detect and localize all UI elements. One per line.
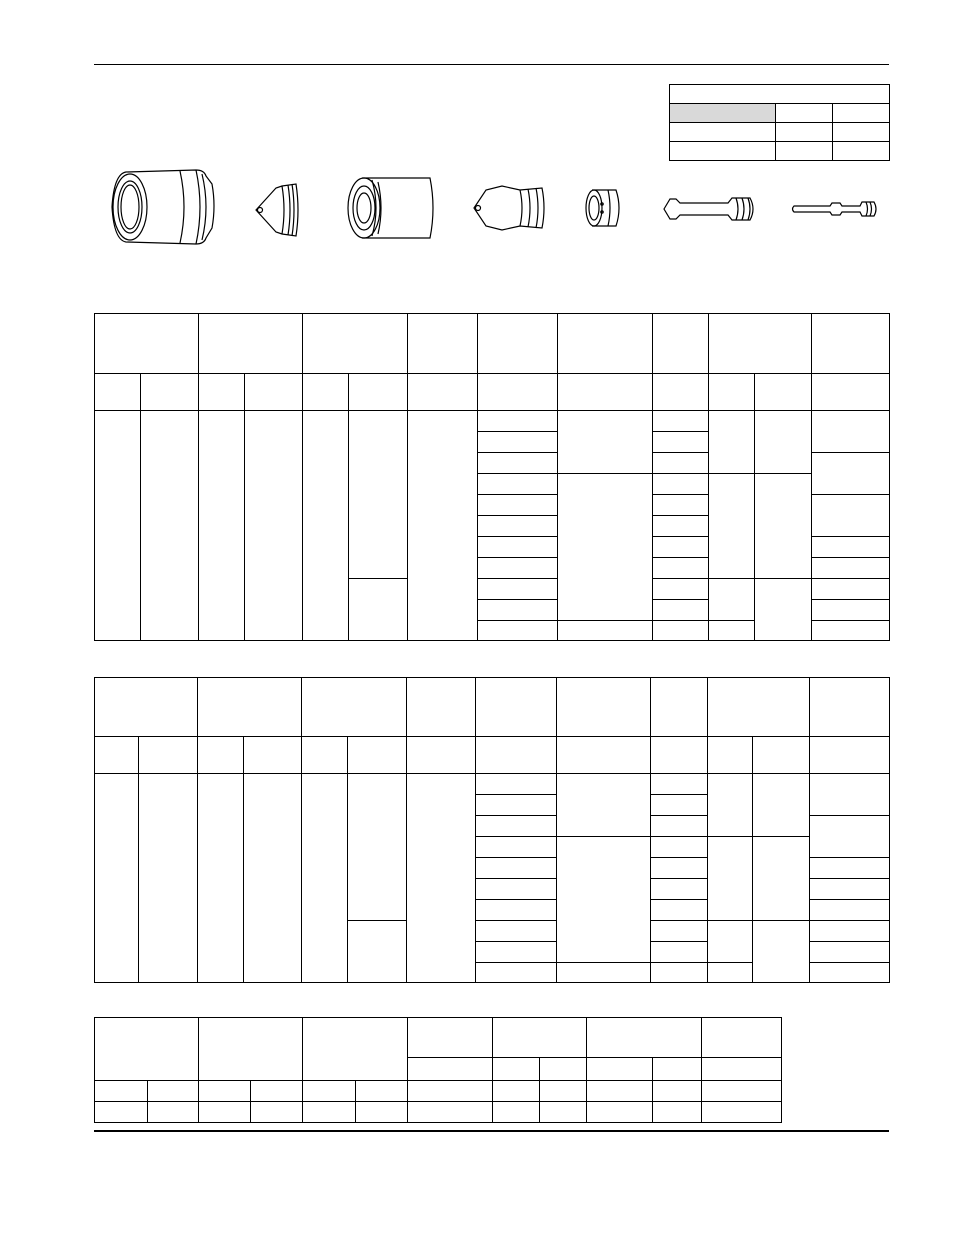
header-cell: [708, 678, 810, 737]
data-cell: [478, 537, 558, 558]
data-cell: [810, 858, 890, 879]
header-cell: [478, 314, 558, 374]
data-cell: [356, 1081, 408, 1102]
subheader-cell: [476, 737, 557, 774]
subheader-cell: [141, 374, 199, 411]
subheader-cell: [810, 737, 890, 774]
data-cell: [810, 879, 890, 900]
data-cell: [303, 1081, 356, 1102]
data-cell: [478, 558, 558, 579]
data-cell: [302, 774, 348, 983]
subheader-cell: [244, 737, 302, 774]
shield-cap-icon: [252, 180, 302, 240]
data-cell: [708, 837, 753, 921]
data-cell: [408, 411, 478, 641]
nozzle-icon: [470, 180, 550, 236]
data-cell: [348, 774, 407, 921]
data-cell: [478, 411, 558, 432]
data-cell: [812, 621, 890, 641]
data-cell: [810, 900, 890, 921]
header-cell: [587, 1018, 702, 1058]
retaining-cap-icon: [342, 174, 438, 242]
data-cell: [653, 516, 709, 537]
data-cell: [653, 1102, 702, 1123]
legend-header-cell: [670, 85, 890, 104]
data-cell: [653, 600, 709, 621]
data-cell: [810, 774, 890, 816]
data-cell: [558, 411, 653, 474]
data-cell: [476, 816, 557, 837]
data-cell: [349, 411, 408, 579]
data-cell: [349, 579, 408, 641]
header-cell: [95, 1018, 199, 1081]
data-cell: [540, 1102, 587, 1123]
data-cell: [651, 858, 708, 879]
data-cell: [812, 495, 890, 537]
data-cell: [755, 474, 812, 579]
data-cell: [653, 432, 709, 453]
data-cell: [653, 537, 709, 558]
footer-rule: [94, 1130, 889, 1132]
data-cell: [478, 621, 558, 641]
data-cell: [651, 816, 708, 837]
subheader-cell: [540, 1058, 587, 1081]
data-cell: [709, 621, 755, 641]
data-cell: [812, 600, 890, 621]
data-cell: [557, 837, 651, 963]
data-cell: [653, 579, 709, 600]
data-cell: [651, 774, 708, 795]
data-cell: [651, 879, 708, 900]
subheader-cell: [653, 374, 709, 411]
subheader-cell: [199, 374, 245, 411]
legend-cell: [776, 123, 833, 142]
subheader-cell: [95, 737, 139, 774]
subheader-cell: [407, 737, 476, 774]
subheader-cell: [653, 1058, 702, 1081]
data-cell: [810, 816, 890, 858]
data-cell: [478, 453, 558, 474]
data-cell: [493, 1102, 540, 1123]
subheader-cell: [349, 374, 408, 411]
data-cell: [198, 774, 244, 983]
data-cell: [303, 1102, 356, 1123]
header-rule: [94, 64, 889, 65]
subheader-cell: [709, 374, 755, 411]
data-cell: [812, 411, 890, 453]
data-cell: [95, 1102, 148, 1123]
consumables-table-3: [94, 1017, 782, 1123]
data-cell: [651, 900, 708, 921]
header-cell: [557, 678, 651, 737]
data-cell: [653, 1081, 702, 1102]
data-cell: [755, 579, 812, 641]
data-cell: [540, 1081, 587, 1102]
data-cell: [708, 963, 753, 983]
data-cell: [476, 900, 557, 921]
data-cell: [587, 1081, 653, 1102]
data-cell: [476, 774, 557, 795]
data-cell: [651, 837, 708, 858]
data-cell: [95, 1081, 148, 1102]
subheader-cell: [702, 1058, 782, 1081]
data-cell: [651, 795, 708, 816]
header-cell: [408, 314, 478, 374]
legend-cell: [776, 142, 833, 161]
header-cell: [95, 314, 199, 374]
data-cell: [95, 411, 141, 641]
legend-cell: [833, 104, 890, 123]
data-cell: [651, 942, 708, 963]
subheader-cell: [302, 737, 348, 774]
subheader-cell: [755, 374, 812, 411]
data-cell: [702, 1081, 782, 1102]
consumables-table-1: [94, 313, 890, 641]
data-cell: [199, 411, 245, 641]
header-cell: [702, 1018, 782, 1058]
header-cell: [558, 314, 653, 374]
subheader-cell: [478, 374, 558, 411]
data-cell: [348, 921, 407, 983]
header-cell: [653, 314, 709, 374]
header-cell: [408, 1018, 493, 1058]
data-cell: [753, 837, 810, 921]
data-cell: [810, 963, 890, 983]
data-cell: [653, 558, 709, 579]
legend-cell: [670, 123, 776, 142]
data-cell: [812, 453, 890, 495]
legend-table: [669, 84, 890, 161]
data-cell: [587, 1102, 653, 1123]
subheader-cell: [408, 374, 478, 411]
data-cell: [476, 921, 557, 942]
subheader-cell: [708, 737, 753, 774]
data-cell: [753, 774, 810, 837]
consumables-table-2: [94, 677, 890, 983]
subheader-cell: [753, 737, 810, 774]
legend-cell: [670, 142, 776, 161]
data-cell: [651, 921, 708, 942]
data-cell: [653, 411, 709, 432]
data-cell: [753, 921, 810, 983]
water-tube-icon: [790, 198, 882, 220]
data-cell: [139, 774, 198, 983]
data-cell: [476, 963, 557, 983]
shield-icon: [108, 166, 218, 248]
data-cell: [407, 774, 476, 983]
data-cell: [408, 1102, 493, 1123]
data-cell: [709, 579, 755, 621]
data-cell: [148, 1081, 199, 1102]
data-cell: [141, 411, 199, 641]
header-cell: [476, 678, 557, 737]
data-cell: [557, 774, 651, 837]
data-cell: [476, 795, 557, 816]
data-cell: [408, 1081, 493, 1102]
subheader-cell: [651, 737, 708, 774]
header-cell: [95, 678, 198, 737]
data-cell: [199, 1081, 251, 1102]
data-cell: [653, 495, 709, 516]
data-cell: [709, 411, 755, 474]
data-cell: [476, 837, 557, 858]
data-cell: [478, 516, 558, 537]
data-cell: [558, 621, 653, 641]
subheader-cell: [812, 374, 890, 411]
data-cell: [478, 474, 558, 495]
data-cell: [755, 411, 812, 474]
data-cell: [478, 579, 558, 600]
header-cell: [303, 314, 408, 374]
data-cell: [810, 921, 890, 942]
legend-shaded-cell: [670, 104, 776, 123]
data-cell: [653, 453, 709, 474]
data-cell: [251, 1081, 303, 1102]
subheader-cell: [493, 1058, 540, 1081]
data-cell: [476, 879, 557, 900]
subheader-cell: [245, 374, 303, 411]
header-cell: [199, 314, 303, 374]
data-cell: [708, 774, 753, 837]
subheader-cell: [139, 737, 198, 774]
header-cell: [651, 678, 708, 737]
data-cell: [812, 537, 890, 558]
data-cell: [653, 621, 709, 641]
header-cell: [810, 678, 890, 737]
swirl-ring-icon: [582, 186, 626, 230]
data-cell: [303, 411, 349, 641]
data-cell: [478, 600, 558, 621]
electrode-icon: [660, 194, 760, 224]
subheader-cell: [557, 737, 651, 774]
data-cell: [476, 942, 557, 963]
subheader-cell: [558, 374, 653, 411]
data-cell: [95, 774, 139, 983]
data-cell: [356, 1102, 408, 1123]
legend-cell: [833, 142, 890, 161]
data-cell: [558, 474, 653, 621]
legend-cell: [833, 123, 890, 142]
subheader-cell: [303, 374, 349, 411]
data-cell: [148, 1102, 199, 1123]
data-cell: [244, 774, 302, 983]
data-cell: [245, 411, 303, 641]
header-cell: [303, 1018, 408, 1081]
data-cell: [708, 921, 753, 963]
data-cell: [709, 474, 755, 579]
data-cell: [702, 1102, 782, 1123]
header-cell: [493, 1018, 587, 1058]
subheader-cell: [408, 1058, 493, 1081]
data-cell: [557, 963, 651, 983]
data-cell: [810, 942, 890, 963]
legend-cell: [776, 104, 833, 123]
header-cell: [709, 314, 812, 374]
data-cell: [478, 495, 558, 516]
data-cell: [493, 1081, 540, 1102]
header-cell: [812, 314, 890, 374]
data-cell: [653, 474, 709, 495]
data-cell: [812, 558, 890, 579]
subheader-cell: [95, 374, 141, 411]
data-cell: [812, 579, 890, 600]
subheader-cell: [198, 737, 244, 774]
data-cell: [476, 858, 557, 879]
header-cell: [199, 1018, 303, 1081]
subheader-cell: [587, 1058, 653, 1081]
header-cell: [302, 678, 407, 737]
data-cell: [478, 432, 558, 453]
subheader-cell: [348, 737, 407, 774]
data-cell: [251, 1102, 303, 1123]
header-cell: [407, 678, 476, 737]
header-cell: [198, 678, 302, 737]
data-cell: [199, 1102, 251, 1123]
data-cell: [651, 963, 708, 983]
